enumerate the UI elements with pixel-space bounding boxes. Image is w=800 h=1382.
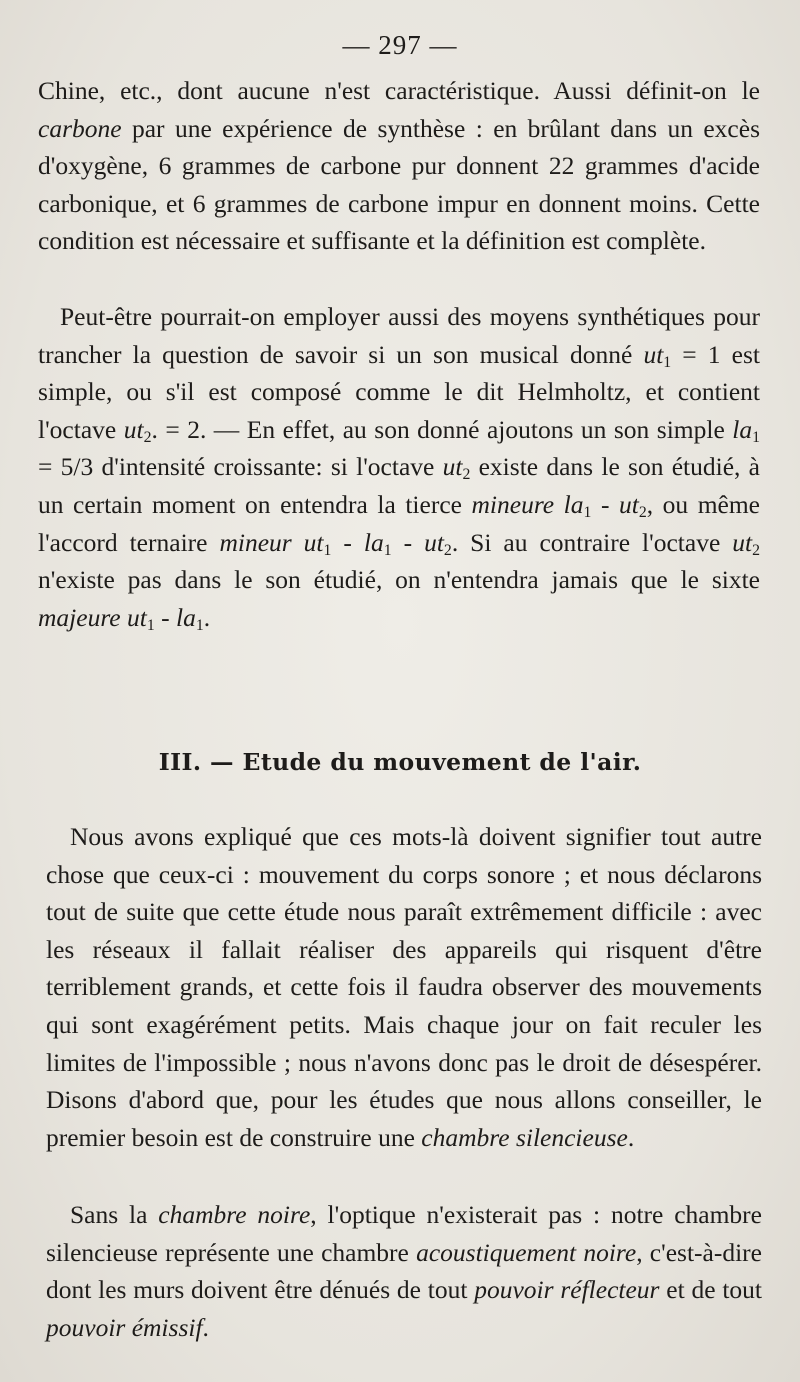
section-heading: III. — Etude du mouvement de l'air. [158, 748, 642, 776]
paragraph-air-movement: Nous avons expliqué que ces mots-là doivent signifier tout autre chose que ceux-ci : mouvement du corps sonore ; et nous déclarons tout de suite que cette étude nous paraît extrêmement difficile : avec les réseaux il fallait réaliser des appareils qui risquent d'être terriblement grands, et cette fois il faudra observer des mouvements qui sont exagérément petits. Mais chaque jour on fait reculer les limites de l'impossible ; nous n'avons donc pas le droit de désespérer. Disons d'abord que, pour les études que nous allons conseiller, le premier besoin est de construire une chambre silencieuse. [46, 822, 762, 1152]
math-note: ut [127, 602, 147, 632]
emphasis-mineure: mineure [471, 489, 555, 519]
math-note: ut [123, 414, 144, 444]
math-note: ut [643, 339, 664, 369]
math-note: ut [442, 452, 463, 482]
emphasis-majeure: majeure [38, 602, 121, 632]
math-note: la [563, 489, 584, 519]
emphasis-pouvoir-reflecteur: pouvoir réflecteur [474, 1275, 660, 1305]
paragraph-carbon-definition: Chine, etc., dont aucune n'est caractéristique. Aussi définit-on le carbone par une expérience de synthèse : en brûlant dans un excès d'oxygène, 6 grammes de carbone pur donnent 22 grammes d'acide carbonique, et 6 grammes de carbone impur en donnent moins. Cette condition est nécessaire et suffisante et la définition est complète. [38, 76, 760, 256]
emphasis-chambre-noire: chambre noire [158, 1200, 311, 1229]
math-note: ut [732, 527, 753, 557]
paragraph-synthetic-means: Peut-être pourrait-on employer aussi des moyens synthétiques pour trancher la question de savoir si un son musical donné $ut_1 = 1$ est simple, ou s'il est composé comme le dit Helmholtz, et contient l'octave $ut_2$. = 2. — En effet, au son donné ajoutons un son simple $la_1 = 5/3$ d'intensité croissante: si l'octave $ut_2$ existe dans le son étudié, à un certain moment on entendra la tierce mineure $la_1 - ut_2$, ou même l'accord ternaire mineur $ut_1 - la_1 - ut_2$. Si au contraire l'octave $ut_2$ n'existe pas dans le son étudié, on n'entendra jamais que le sixte majeure $ut_1 - la_1$. [38, 302, 761, 634]
emphasis-mineur: mineur [219, 527, 292, 557]
emphasis-acoustiquement-noire: acoustiquement noire [416, 1237, 637, 1267]
math-note: la [176, 602, 196, 632]
emphasis-chambre-silencieuse: chambre silencieuse [421, 1122, 628, 1152]
math-note: ut [424, 527, 444, 557]
page-number: — 297 — [342, 30, 458, 60]
math-note: ut [619, 489, 639, 519]
math-note: la [363, 527, 384, 557]
emphasis-carbone: carbone [38, 113, 122, 143]
math-note: ut [303, 527, 324, 557]
paragraph-chambre-noire: Sans la chambre noire, l'optique n'existerait pas : notre chambre silencieuse représente une chambre acoustiquement noire, c'est-à-dire dont les murs doivent être dénués de tout pouvoir réflecteur et de tout pouvoir émissif. [46, 1200, 762, 1342]
emphasis-pouvoir-emissif: pouvoir émissif [46, 1312, 203, 1342]
math-note: la [732, 414, 753, 444]
